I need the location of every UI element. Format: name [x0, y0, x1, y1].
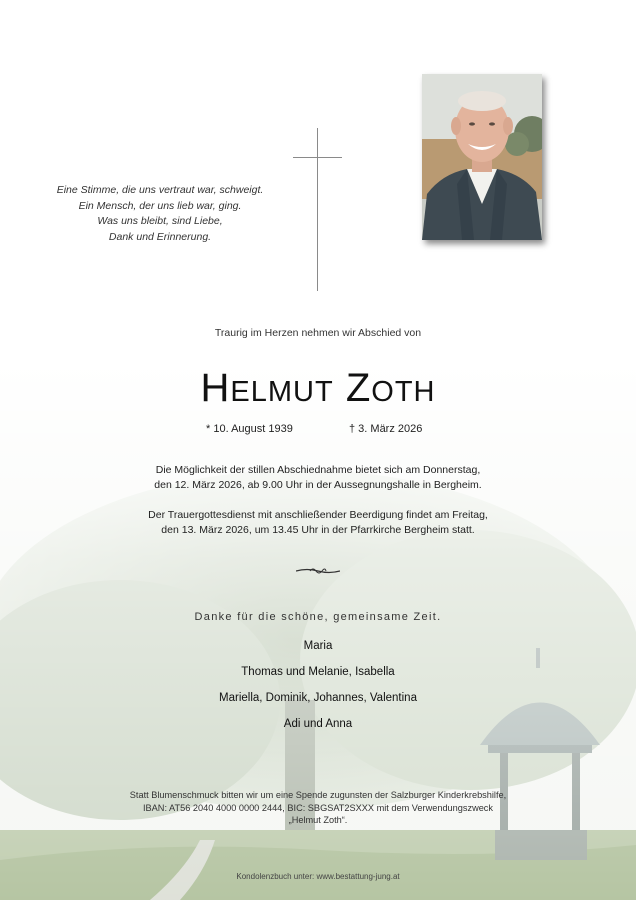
deceased-name — [0, 366, 636, 414]
poem-line: Was uns bleibt, sind Liebe, — [97, 215, 223, 227]
poem — [20, 183, 300, 245]
paragraph-line: Der Trauergottesdienst mit anschließender Beerdigung findet am Freitag, — [148, 509, 488, 521]
donation-note — [60, 789, 576, 827]
last-name-initial: Z — [345, 366, 372, 410]
cross-horizontal-bar — [293, 157, 342, 158]
poem-line: Eine Stimme, die uns vertraut war, schweigt. — [56, 184, 264, 196]
ornament-divider — [296, 566, 340, 576]
cross-vertical-bar — [317, 128, 318, 291]
birth-date: * 10. August 1939 — [206, 423, 293, 435]
donation-line: „Helmut Zoth“. — [288, 815, 348, 825]
death-date: † 3. März 2026 — [349, 423, 423, 435]
donation-line: IBAN: AT56 2040 4000 0000 2444, BIC: SBGSAT2SXXX mit dem Verwendungszweck — [143, 802, 493, 813]
family-line: Adi und Anna — [283, 718, 353, 730]
first-name-rest: ELMUT — [230, 376, 334, 408]
poem-line: Dank und Erinnerung. — [108, 230, 212, 243]
paragraph-line: den 12. März 2026, ab 9.00 Uhr in der Aussegnungshalle in Bergheim. — [154, 479, 482, 491]
portrait-photo — [422, 74, 542, 240]
family-line: Maria — [303, 640, 333, 652]
family-line: Thomas und Melanie, Isabella — [241, 666, 395, 678]
farewell-paragraph — [60, 463, 576, 493]
donation-line: Statt Blumenschmuck bitten wir um eine Spende zugunsten der Salzburger Kinderkrebshilfe, — [129, 790, 507, 800]
intro-text: Traurig im Herzen nehmen wir Abschied von — [214, 327, 422, 339]
portrait-image — [422, 74, 542, 240]
funeral-paragraph — [60, 508, 576, 538]
poem-line: Ein Mensch, der uns lieb war, ging. — [78, 199, 242, 212]
paragraph-line: den 13. März 2026, um 13.45 Uhr in der Pfarrkirche Bergheim statt. — [161, 524, 475, 536]
family-line: Mariella, Dominik, Johannes, Valentina — [219, 692, 417, 704]
condolence-book-link[interactable]: Kondolenzbuch unter: www.bestattung-jung.at — [236, 872, 400, 881]
paragraph-line: Die Möglichkeit der stillen Abschiednahme bietet sich am Donnerstag, — [155, 464, 481, 476]
last-name-rest: OTH — [371, 376, 436, 408]
first-name-initial: H — [200, 366, 231, 410]
thanks-text: Danke für die schöne, gemeinsame Zeit. — [194, 611, 442, 623]
